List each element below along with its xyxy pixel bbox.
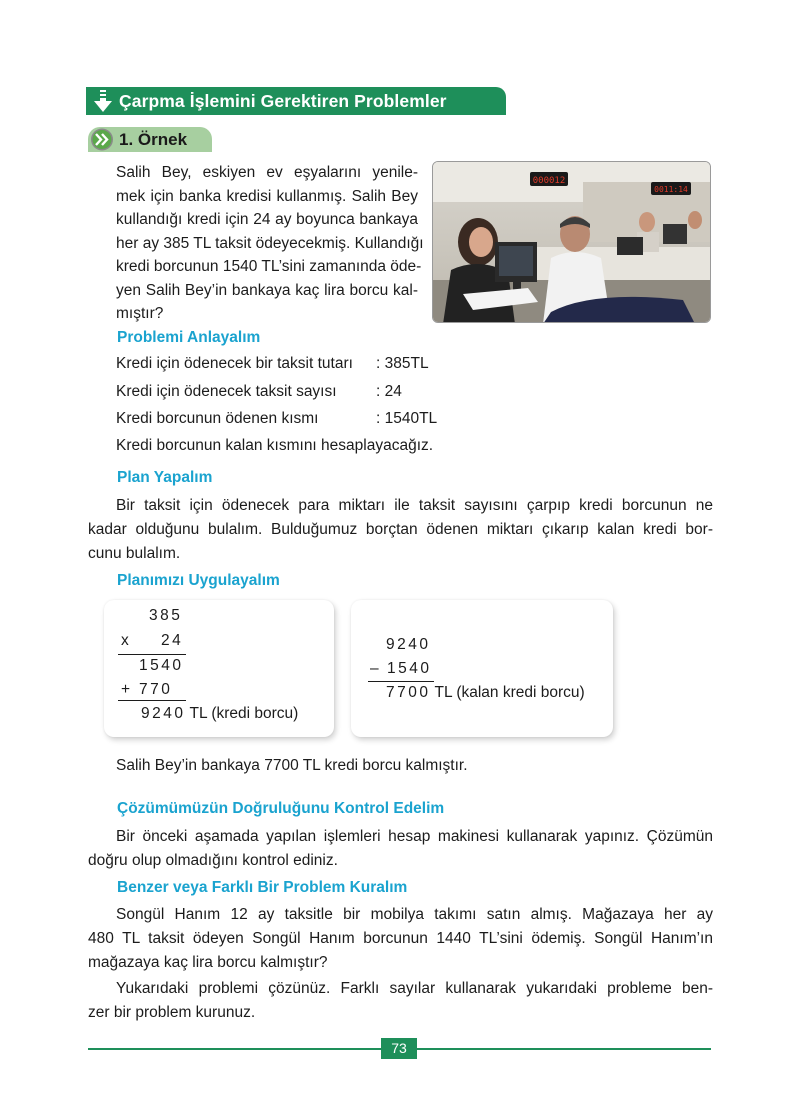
down-arrow-icon	[92, 89, 114, 113]
difference-label: TL (kalan kredi borcu)	[430, 684, 585, 701]
text-line: cunu bulalım.	[88, 545, 181, 562]
text-line: kullandığı kredi için 24 ay boyunca bankaya	[116, 211, 418, 228]
subtrahend: 1540	[387, 660, 432, 677]
text-line: Bir önceki aşamada yapılan işlemleri hesap makinesi kullanarak yapınız. Çözümün	[116, 828, 713, 845]
multiply-sign: x	[121, 632, 132, 649]
plus-sign: +	[121, 681, 133, 698]
bank-scene-illustration	[433, 162, 711, 323]
problem-statement	[116, 161, 424, 326]
footer-rule-left	[88, 1048, 381, 1050]
apply-heading: Planımızı Uygulayalım	[117, 572, 280, 589]
text-line: Salih Bey, eskiyen ev eşyalarını yenile-	[116, 164, 418, 181]
subtraction-box	[351, 600, 613, 737]
section-title: Çarpma İşlemini Gerektiren Problemler	[119, 90, 447, 111]
text-line: 480 TL taksit ödeyen Songül Hanım borcunun 1440 TL’sini ödemiş. Songül Hanım’ın	[88, 930, 713, 947]
rule-line	[118, 654, 186, 655]
given-label: Kredi borcunun ödenen kısmı	[116, 410, 319, 427]
product-label: TL (kredi borcu)	[185, 705, 299, 722]
given-value: : 24	[376, 383, 402, 400]
check-paragraph	[88, 825, 713, 873]
example-header	[88, 127, 212, 152]
bank-photo	[432, 161, 711, 323]
queue-display-2: 0011:14	[654, 185, 688, 194]
multiplication-box	[104, 600, 334, 737]
product-value: 9240	[141, 705, 186, 722]
text-line: Songül Hanım 12 ay taksitle bir mobilya takımı satın almış. Mağazaya her ay	[116, 906, 713, 923]
given-label: Kredi için ödenecek bir taksit tutarı	[116, 355, 353, 372]
minus-sign: –	[370, 660, 382, 677]
partial-product-1: 1540	[139, 657, 184, 674]
page-number: 73	[381, 1038, 417, 1059]
text-line: mek için banka kredisi kullanmış. Salih Bey	[116, 187, 418, 205]
text-line: doğru olup olmadığını kontrol ediniz.	[88, 852, 338, 869]
plan-paragraph	[88, 494, 713, 566]
understand-heading: Problemi Anlayalım	[117, 329, 261, 346]
goal-text: Kredi borcunun kalan kısmını hesaplayacağız.	[116, 437, 434, 454]
subtraction-result	[386, 684, 585, 702]
text-line: Bir taksit için ödenecek para miktarı ile taksit sayısını çarpıp kredi borcunun ne	[116, 497, 713, 514]
plan-heading: Plan Yapalım	[117, 469, 213, 486]
create-heading: Benzer veya Farklı Bir Problem Kuralım	[117, 879, 408, 896]
text-line: kadar olduğunu bulalım. Bulduğumuz borçtan ödenen miktarı çıkarıp kalan kredi bor-	[88, 521, 713, 538]
rule-line	[118, 700, 186, 701]
text-line: mıştır?	[116, 305, 164, 322]
given-value: : 385TL	[376, 355, 429, 372]
text-line: kredi borcunun 1540 TL’sini zamanında öde-	[116, 258, 422, 275]
text-line: mağazaya kaç lira borcu kalmıştır?	[88, 954, 328, 971]
text-line: Yukarıdaki problemi çözünüz. Farklı sayılar kullanarak yukarıdaki probleme ben-	[116, 980, 713, 997]
given-label: Kredi için ödenecek taksit sayısı	[116, 383, 337, 400]
create-paragraph-1	[88, 903, 713, 975]
difference-value: 7700	[386, 684, 431, 701]
multiplicand: 385	[149, 607, 183, 624]
footer-rule-right	[417, 1048, 711, 1050]
conclusion-text: Salih Bey’in bankaya 7700 TL kredi borcu kalmıştır.	[116, 757, 468, 774]
multiplication-result	[141, 705, 298, 723]
partial-product-2: 770	[139, 681, 173, 698]
section-header	[86, 87, 506, 115]
create-paragraph-2	[88, 977, 713, 1025]
double-chevron-icon	[90, 128, 115, 151]
check-heading: Çözümümüzün Doğruluğunu Kontrol Edelim	[117, 800, 445, 817]
text-line: zer bir problem kurunuz.	[88, 1004, 256, 1021]
given-value: : 1540TL	[376, 410, 438, 427]
multiplier: 24	[161, 632, 184, 649]
text-line: her ay 385 TL taksit ödeyecekmiş. Kullandığı	[116, 234, 424, 252]
minuend: 9240	[386, 636, 431, 653]
example-title: 1. Örnek	[119, 129, 188, 149]
queue-display-1: 000012	[532, 176, 566, 186]
rule-line	[368, 681, 434, 682]
text-line: yen Salih Bey’in bankaya kaç lira borcu kal-	[116, 281, 418, 299]
